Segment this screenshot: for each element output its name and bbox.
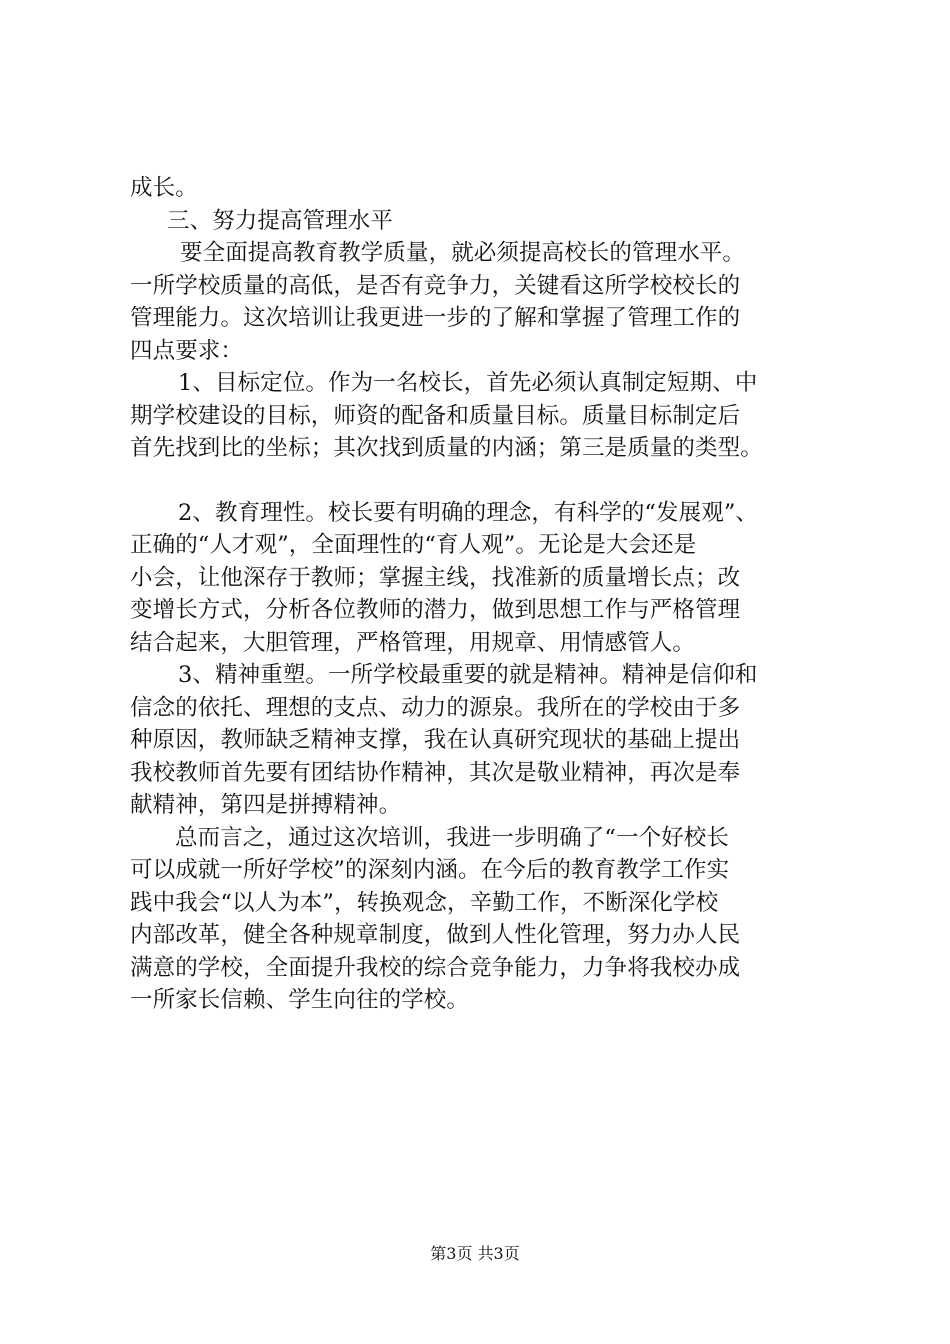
text-line: 成长。 <box>130 175 198 201</box>
text-line: 满意的学校，全面提升我校的综合竞争能力，力争将我校办成 <box>130 954 741 981</box>
text-line: 正确的“人才观”，全面理性的“育人观”。无论是大会还是 <box>130 532 697 558</box>
text-line: 一所学校质量的高低，是否有竞争力，关键看这所学校校长的 <box>130 272 741 299</box>
text-line: 要全面提高教育教学质量，就必须提高校长的管理水平。 <box>180 240 746 266</box>
page-number: 第3页 共3页 <box>430 1244 520 1263</box>
text-line: 我校教师首先要有团结协作精神，其次是敬业精神，再次是奉 <box>130 759 741 786</box>
text-line: 内部改革，健全各种规章制度，做到人性化管理，努力办人民 <box>130 922 741 948</box>
text-line: 1、目标定位。作为一名校长，首先必须认真制定短期、中 <box>178 370 758 396</box>
text-line: 可以成就一所好学校”的深刻内涵。在今后的教育教学工作实 <box>130 857 730 883</box>
paragraph-gap <box>130 465 850 497</box>
text-line: 管理能力。这次培训让我更进一步的了解和掌握了管理工作的 <box>130 305 741 331</box>
text-line: 四点要求： <box>130 337 244 364</box>
text-line: 结合起来，大胆管理，严格管理，用规章、用情感管人。 <box>130 629 696 656</box>
text-line: 小会，让他深存于教师；掌握主线，找准新的质量增长点；改 <box>130 564 741 591</box>
text-line: 期学校建设的目标，师资的配备和质量目标。质量目标制定后 <box>130 402 741 429</box>
text-line: 一所家长信赖、学生向往的学校。 <box>130 987 470 1013</box>
text-line: 变增长方式，分析各位教师的潜力，做到思想工作与严格管理 <box>130 597 741 623</box>
page-footer <box>0 1244 950 1264</box>
text-line: 3、精神重塑。一所学校最重要的就是精神。精神是信仰和 <box>178 662 758 688</box>
text-line: 献精神，第四是拼搏精神。 <box>130 792 402 818</box>
section-heading: 三、努力提高管理水平 <box>167 207 394 234</box>
text-line: 种原因，教师缺乏精神支撑，我在认真研究现状的基础上提出 <box>130 727 741 753</box>
text-line: 2、教育理性。校长要有明确的理念，有科学的“发展观”、 <box>178 499 759 526</box>
text-line: 践中我会“以人为本”，转换观念，辛勤工作，不断深化学校 <box>130 889 719 916</box>
text-line: 信念的依托、理想的支点、动力的源泉。我所在的学校由于多 <box>130 694 741 721</box>
document-body <box>130 172 850 1017</box>
text-line: 首先找到比的坐标；其次找到质量的内涵；第三是质量的类型。 <box>130 435 763 461</box>
text-line: 总而言之，通过这次培训，我进一步明确了“一个好校长 <box>175 824 730 851</box>
